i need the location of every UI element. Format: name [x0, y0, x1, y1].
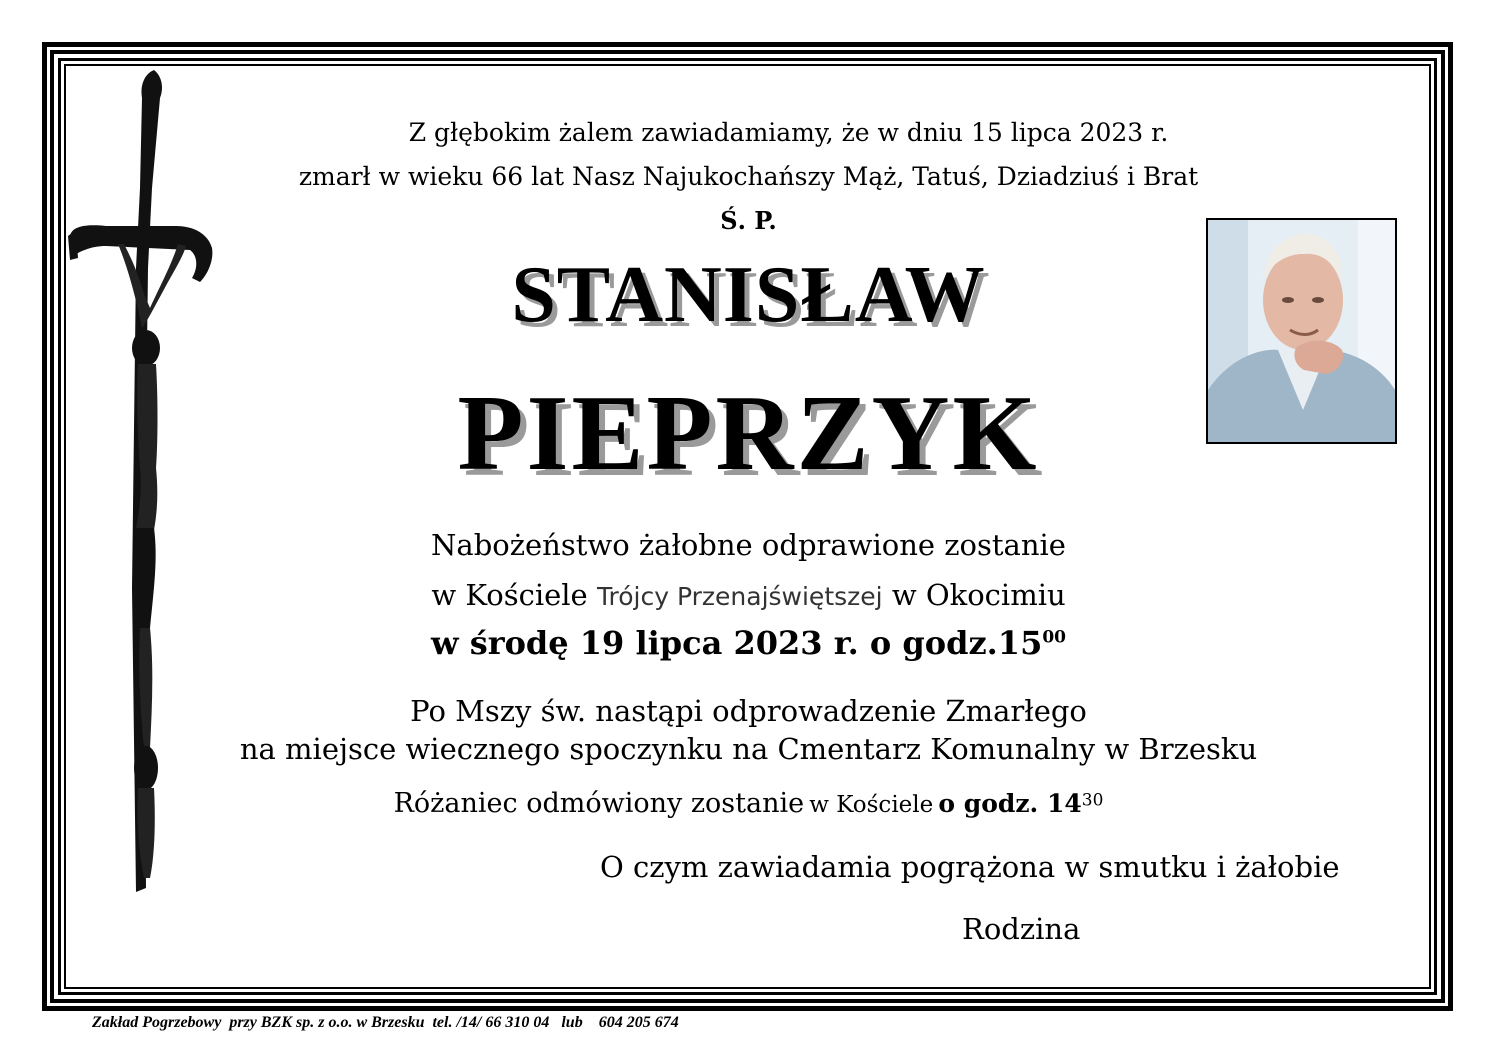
footer-contact: Zakład Pogrzebowy przy BZK sp. z o.o. w Brzesku tel. /14/ 66 310 04 lub 604 205 674 — [92, 1014, 679, 1031]
intro-line-1: Z głębokim żalem zawiadamiamy, że w dniu 15 lipca 2023 r. — [408, 118, 1169, 147]
intro-line-2: zmarł w wieku 66 lat Nasz Najukochańszy Mąż, Tatuś, Dziadziuś i Brat — [298, 162, 1199, 191]
service-line-1: Nabożeństwo żałobne odprawione zostanie — [431, 528, 1066, 562]
surname: PIEPRZYK — [457, 374, 1040, 493]
service-line-2 — [0, 578, 1497, 612]
portrait-photo — [1206, 218, 1397, 444]
church-name: Trójcy Przenajświętszej — [596, 582, 883, 611]
rosary-line — [0, 788, 1497, 819]
first-name: STANISŁAW — [511, 251, 986, 339]
burial-line-2: na miejsce wiecznego spoczynku na Cmentarz Komunalny w Brzesku — [239, 732, 1258, 766]
funeral-date — [0, 624, 1497, 662]
church-prefix: w Kościele — [431, 578, 588, 612]
portrait-image — [1208, 220, 1395, 442]
signature: Rodzina — [962, 912, 1081, 946]
rosary-place: w Kościele — [809, 792, 934, 818]
sp-label: Ś. P. — [720, 206, 777, 235]
church-location: w Okocimiu — [891, 578, 1066, 612]
rosary-minutes: 30 — [1081, 790, 1104, 811]
funeral-date-minutes: 00 — [1042, 627, 1066, 648]
rosary-text: Różaniec odmówiony zostanie — [393, 788, 805, 819]
burial-line-1: Po Mszy św. nastąpi odprowadzenie Zmarłego — [410, 694, 1087, 728]
closing-line: O czym zawiadamia pogrążona w smutku i żałobie — [600, 850, 1340, 884]
funeral-date-text: w środę 19 lipca 2023 r. o godz.15 — [431, 624, 1043, 662]
rosary-time: o godz. 14 — [938, 789, 1082, 818]
